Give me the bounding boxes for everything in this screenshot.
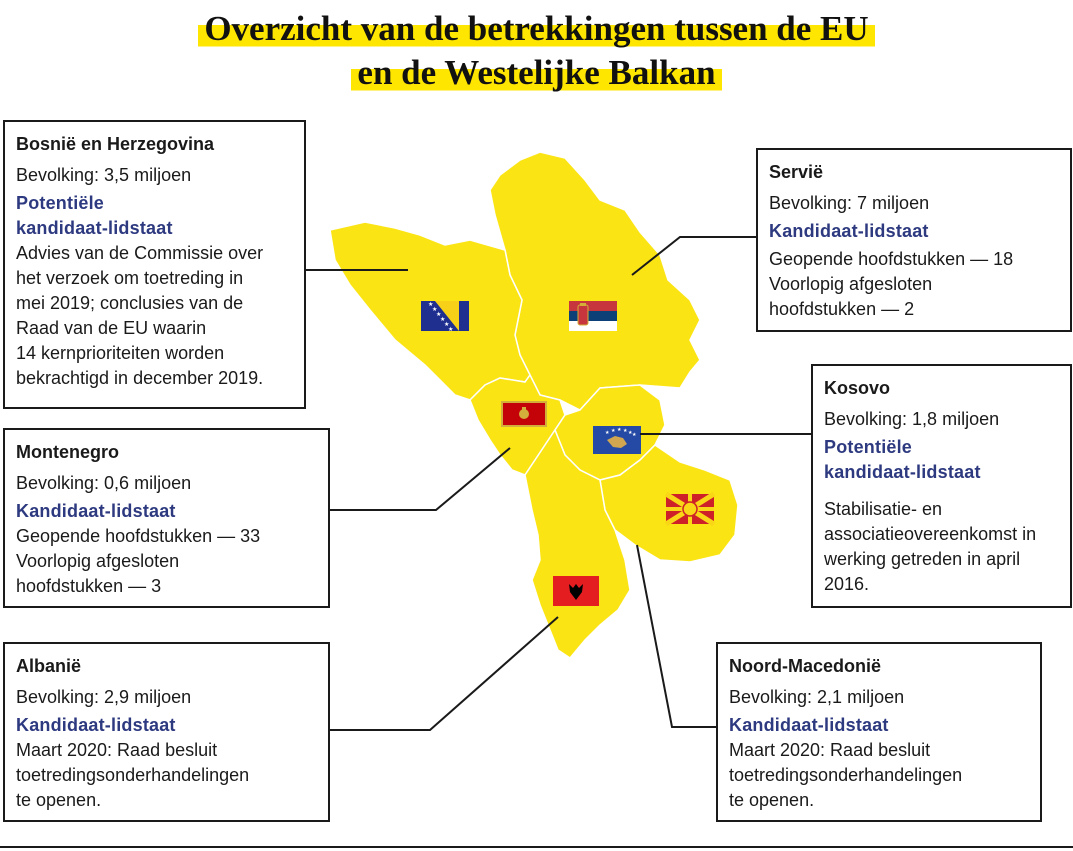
leader-line-montenegro — [330, 448, 510, 510]
svg-text:★: ★ — [440, 317, 446, 323]
svg-text:★: ★ — [605, 430, 610, 436]
country-name: Servië — [769, 162, 824, 182]
desc-line: Geopende hoofdstukken — 33 — [16, 526, 261, 546]
desc-line: te openen. — [16, 790, 102, 810]
svg-text:★: ★ — [428, 302, 434, 308]
bosnia-info-box — [3, 120, 306, 409]
page-title-line-1: Overzicht van de betrekkingen tussen de EU — [198, 8, 874, 50]
desc-line: Maart 2020: Raad besluit — [729, 740, 931, 760]
svg-text:★: ★ — [632, 432, 637, 438]
page-title-line-2: en de Westelijke Balkan — [351, 52, 721, 94]
population: Bevolking: 3,5 miljoen — [16, 165, 192, 185]
desc-line: hoofdstukken — 3 — [16, 576, 162, 596]
status-line-2: kandidaat-lidstaat — [824, 462, 981, 482]
svg-text:★: ★ — [436, 312, 442, 318]
serbia-info-box — [756, 148, 1072, 332]
svg-text:★: ★ — [617, 427, 622, 433]
status: Kandidaat-lidstaat — [729, 715, 889, 735]
svg-text:★: ★ — [623, 428, 628, 434]
albania-info-box — [3, 642, 330, 822]
desc-line: bekrachtigd in december 2019. — [16, 368, 264, 388]
montenegro-info-box — [3, 428, 330, 608]
desc-line: toetredingsonderhandelingen — [729, 765, 963, 785]
population: Bevolking: 0,6 miljoen — [16, 473, 192, 493]
desc-line: 14 kernprioriteiten worden — [16, 343, 225, 363]
desc-line: Geopende hoofdstukken — 18 — [769, 249, 1014, 269]
country-name: Kosovo — [824, 378, 891, 398]
status: Potentiële — [16, 193, 105, 213]
status: Kandidaat-lidstaat — [16, 715, 176, 735]
desc-line: associatieovereenkomst in — [824, 524, 1037, 544]
desc-line: toetredingsonderhandelingen — [16, 765, 250, 785]
north-macedonia-flag — [666, 494, 714, 524]
country-name: Bosnië en Herzegovina — [16, 134, 215, 154]
svg-text:★: ★ — [444, 322, 450, 328]
svg-text:★: ★ — [611, 428, 616, 434]
north-macedonia-info-box — [716, 642, 1042, 822]
svg-text:★: ★ — [432, 307, 438, 313]
status: Potentiële — [824, 437, 913, 457]
desc-line: Stabilisatie- en — [824, 499, 943, 519]
desc-line: 2016. — [824, 574, 870, 594]
country-name: Albanië — [16, 656, 82, 676]
desc-line: mei 2019; conclusies van de — [16, 293, 244, 313]
leader-line-albania — [330, 617, 558, 730]
population: Bevolking: 2,1 miljoen — [729, 687, 905, 707]
bottom-divider — [0, 846, 1073, 848]
desc-line: Voorlopig afgesloten — [16, 551, 180, 571]
albania-flag — [553, 576, 599, 606]
country-name: Noord-Macedonië — [729, 656, 882, 676]
status-line-2: kandidaat-lidstaat — [16, 218, 173, 238]
status: Kandidaat-lidstaat — [769, 221, 929, 241]
population: Bevolking: 2,9 miljoen — [16, 687, 192, 707]
svg-text:★: ★ — [448, 327, 454, 333]
serbia-flag — [569, 301, 617, 331]
desc-line: Maart 2020: Raad besluit — [16, 740, 218, 760]
montenegro-flag — [501, 401, 547, 427]
desc-line: hoofdstukken — 2 — [769, 299, 915, 319]
desc-line: te openen. — [729, 790, 815, 810]
population: Bevolking: 7 miljoen — [769, 193, 930, 213]
kosovo-flag — [593, 426, 641, 454]
kosovo-info-box — [811, 364, 1072, 608]
desc-line: Raad van de EU waarin — [16, 318, 207, 338]
desc-line: werking getreden in april — [824, 549, 1021, 569]
desc-line: het verzoek om toetreding in — [16, 268, 244, 288]
population: Bevolking: 1,8 miljoen — [824, 409, 1000, 429]
desc-line: Advies van de Commissie over — [16, 243, 264, 263]
bosnia-flag — [421, 301, 469, 333]
svg-text:★: ★ — [628, 430, 633, 436]
leader-line-north-macedonia — [637, 545, 718, 727]
status: Kandidaat-lidstaat — [16, 501, 176, 521]
country-name: Montenegro — [16, 442, 119, 462]
title-block — [0, 8, 1073, 94]
desc-line: Voorlopig afgesloten — [769, 274, 933, 294]
